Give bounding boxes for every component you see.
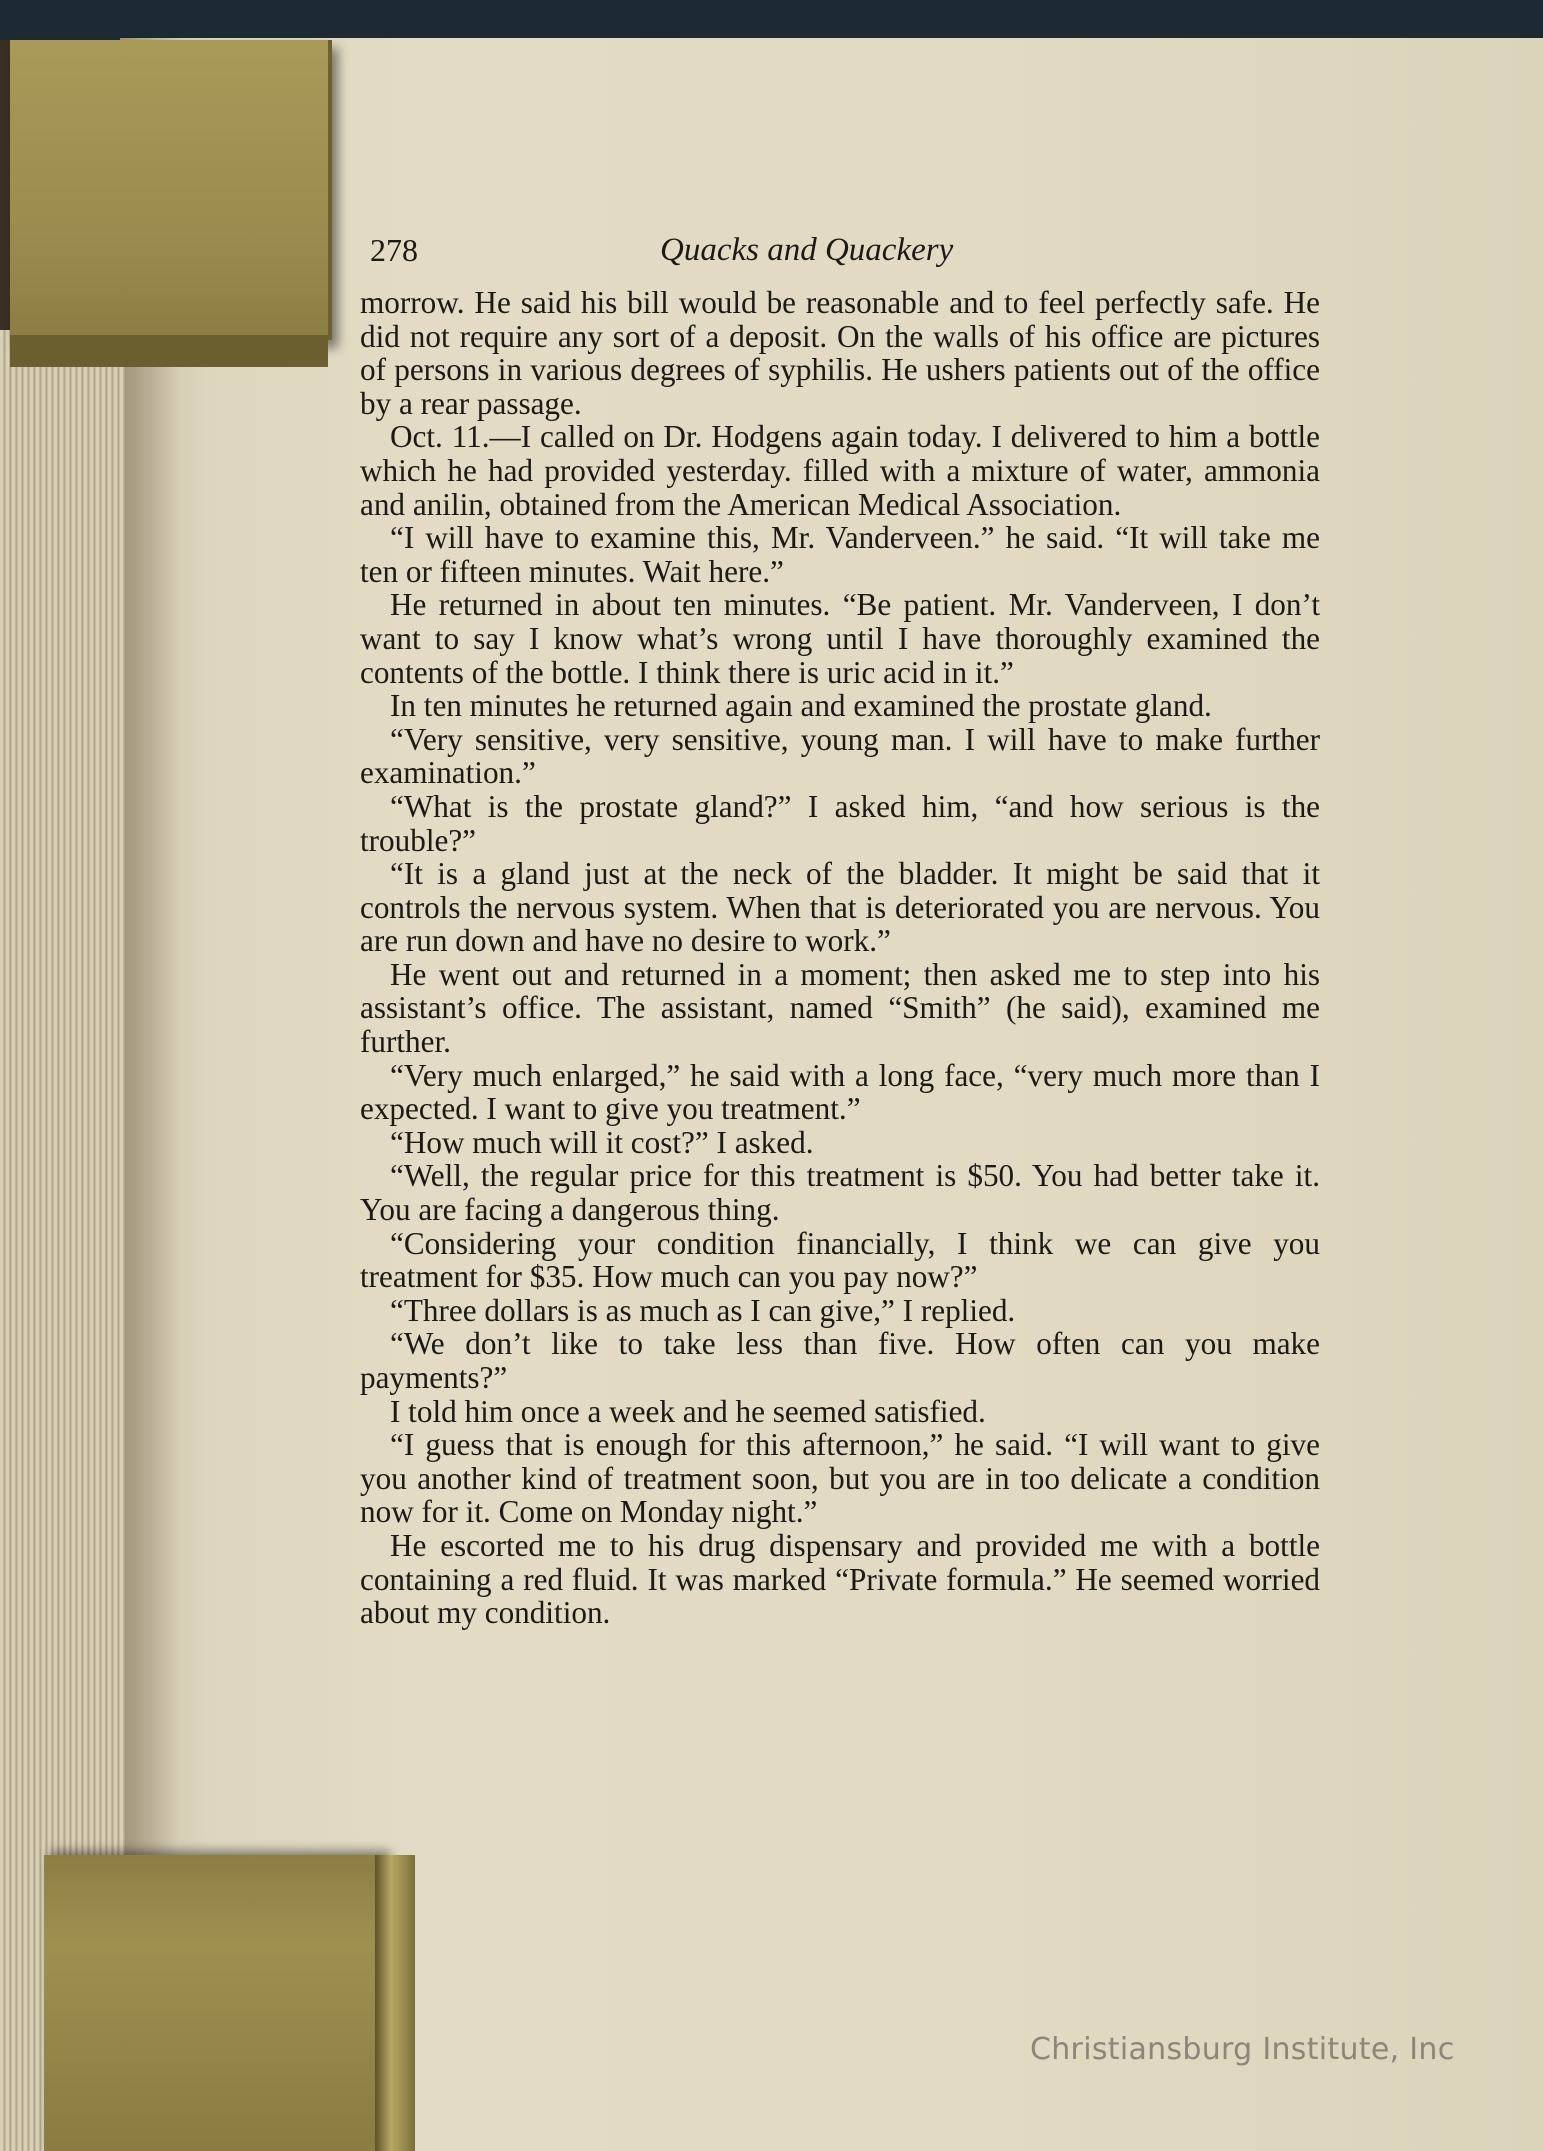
page-content [360, 222, 1320, 1630]
paragraph: He returned in about ten minutes. “Be patient. Mr. Vanderveen, I don’t want to say I know what’s wrong until I have thoroughly examined the contents of the bottle. I think there is uric acid in it.” [360, 587, 1320, 690]
bottom-page-tab [44, 1855, 384, 2151]
paragraph: “We don’t like to take less than five. How often can you make payments?” [360, 1326, 1320, 1395]
paragraph: Oct. 11.—I called on Dr. Hodgens again today. I delivered to him a bottle which he had provided yesterday. filled with a mixture of water, ammonia and anilin, obtained from the American Medical Association. [360, 419, 1320, 522]
running-head [360, 222, 1320, 272]
paragraph: “Considering your condition financially, I think we can give you treatment for $35. How much can you pay now?” [360, 1225, 1320, 1295]
paragraph: I told him once a week and he seemed satisfied. [390, 1393, 986, 1429]
body-text [360, 286, 1320, 1630]
paragraph: “I guess that is enough for this afternoon,” he said. “I will want to give you another kind of treatment soon, but you are in too delicate a condition now for it. Come on Monday night.” [360, 1427, 1320, 1530]
paragraph: “I will have to examine this, Mr. Vanderveen.” he said. “It will take me ten or fifteen minutes. Wait here.” [360, 520, 1320, 589]
page-number: 278 [370, 232, 418, 268]
paragraph: “How much will it cost?” I asked. [390, 1124, 814, 1160]
paragraph: He escorted me to his drug dispensary and provided me with a bottle containing a red fluid. It was marked “Private formula.” He seemed worried about my condition. [360, 1527, 1320, 1631]
paragraph: “Very much enlarged,” he said with a long face, “very much more than I expected. I want to give you treatment.” [360, 1057, 1320, 1127]
paragraph: “Well, the regular price for this treatment is $50. You had better take it. You are facing a dangerous thing. [360, 1158, 1320, 1228]
background-edge [0, 0, 1543, 40]
paragraph: morrow. He said his bill would be reasonable and to feel perfectly safe. He did not require any sort of a deposit. On the walls of his office are pictures of persons in various degrees of syphilis. He ushers patients out of the office by a rear passage. [360, 285, 1320, 421]
paragraph: “It is a gland just at the neck of the bladder. It might be said that it controls the nervous system. When that is deteriorated you are nervous. You are run down and have no desire to work.” [360, 856, 1320, 959]
paragraph: “Very sensitive, very sensitive, young man. I will have to make further examination.” [360, 721, 1320, 791]
running-title: Quacks and Quackery [660, 232, 954, 268]
bottom-page-tab-edge [375, 1855, 415, 2151]
top-page-tab-fold [10, 335, 328, 367]
watermark: Christiansburg Institute, Inc [1030, 2032, 1455, 2067]
top-page-tab [10, 40, 332, 340]
paragraph: “What is the prostate gland?” I asked him, “and how serious is the trouble?” [360, 788, 1320, 858]
paragraph: He went out and returned in a moment; then asked me to step into his assistant’s office. The assistant, named “Smith” (he said), examined me further. [360, 956, 1320, 1060]
paragraph: In ten minutes he returned again and examined the prostate gland. [390, 688, 1212, 724]
paragraph: “Three dollars is as much as I can give,” I replied. [390, 1292, 1016, 1328]
